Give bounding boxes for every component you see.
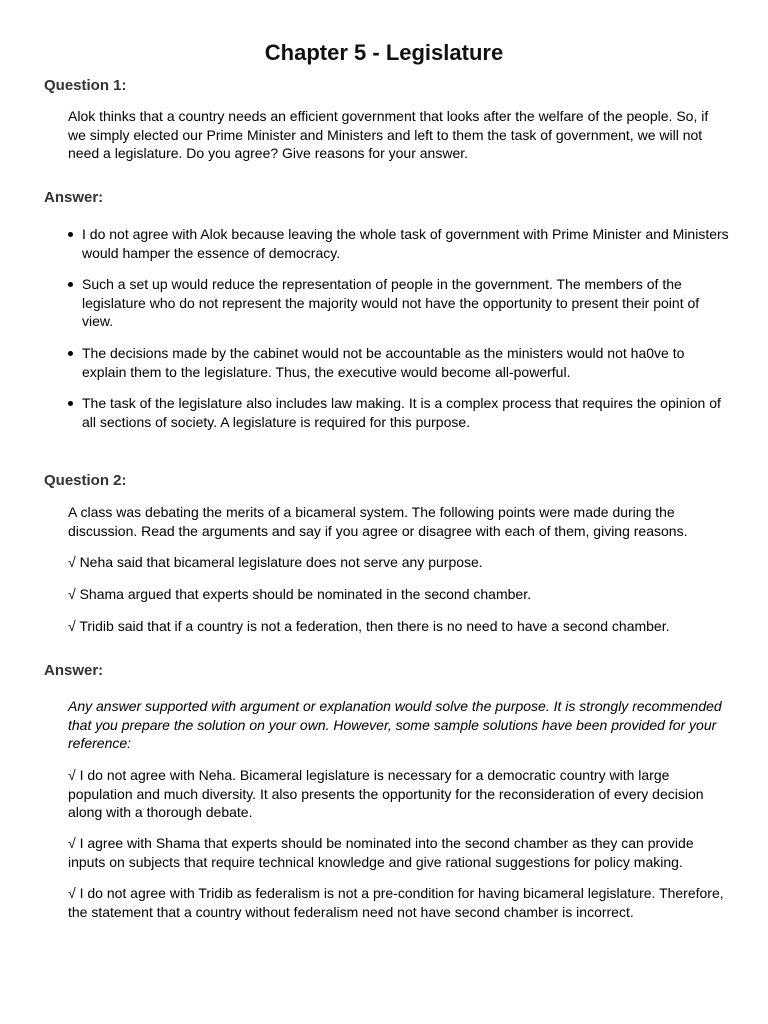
answer-1-label: Answer: — [44, 189, 104, 206]
page-title: Chapter 5 - Legislature — [264, 40, 504, 65]
answer-2-label: Answer: — [44, 662, 104, 679]
answer-2-point: √ I do not agree with Tridib as federalism is not a pre-condition for having bicameral legislature. Therefore, the statement that a country without federalism need not have second chamber is incorrect. — [68, 885, 724, 920]
list-item: Such a set up would reduce the representation of people in the government. The members of the legislature who do not represent the majority would not have the opportunity to present their point of view. — [82, 275, 730, 331]
question-2-label: Question 2: — [44, 472, 127, 489]
list-item: The decisions made by the cabinet would not be accountable as the ministers would not ha0ve to explain them to the legislature. Thus, the executive would become all-powerful. — [82, 344, 730, 381]
question-1-label: Question 1: — [44, 77, 127, 94]
question-2-point: √ Neha said that bicameral legislature does not serve any purpose. — [68, 554, 483, 570]
question-2-intro: A class was debating the merits of a bicameral system. The following points were made during the discussion. Read the arguments and say if you agree or disagree with each of them, giving reasons. — [68, 504, 688, 539]
answer-2-point: √ I do not agree with Neha. Bicameral legislature is necessary for a democratic country with large population and much diversity. It also presents the opportunity for the reconsideration of every decision along with a thorough debate. — [68, 767, 704, 820]
question-2-point: √ Tridib said that if a country is not a federation, then there is no need to have a second chamber. — [68, 618, 670, 634]
question-2-point: √ Shama argued that experts should be nominated in the second chamber. — [68, 586, 531, 602]
list-item: The task of the legislature also includes law making. It is a complex process that requires the opinion of all sections of society. A legislature is required for this purpose. — [82, 394, 730, 431]
answer-2-note: Any answer supported with argument or explanation would solve the purpose. It is strongly recommended that you prepare the solution on your own. However, some sample solutions have been provided for your reference: — [68, 698, 722, 751]
answer-2-point: √ I agree with Shama that experts should be nominated into the second chamber as they can provide inputs on subjects that require technical knowledge and give rational suggestions for policy making. — [68, 835, 694, 870]
list-item: I do not agree with Alok because leaving the whole task of government with Prime Minister and Ministers would hamper the essence of democracy. — [82, 226, 729, 261]
question-1-text: Alok thinks that a country needs an efficient government that looks after the welfare of the people. So, if we simply elected our Prime Minister and Ministers and left to them the task of government, we will not need a legislature. Do you agree? Give reasons for your answer. — [68, 108, 709, 161]
